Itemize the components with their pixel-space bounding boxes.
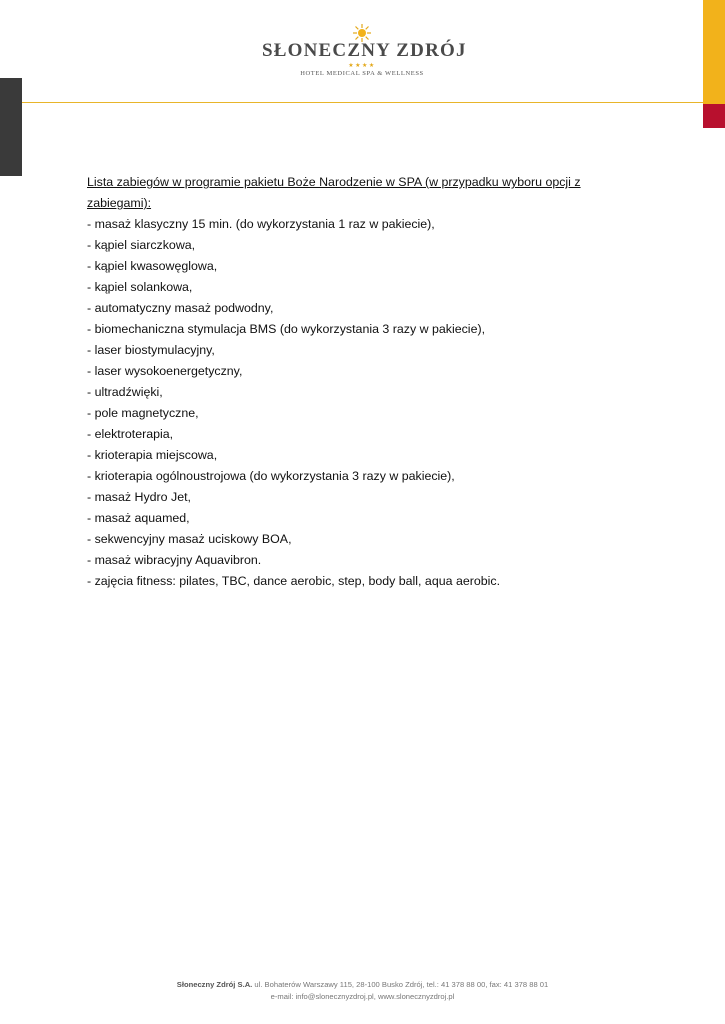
list-item: - masaż aquamed, [87,511,190,525]
list-item: - laser wysokoenergetyczny, [87,364,243,378]
list-item: - pole magnetyczne, [87,406,199,420]
right-accent-red [703,104,725,128]
footer-contact: e-mail: info@slonecznyzdroj.pl, www.slonecznyzdroj.pl [270,992,455,1001]
list-item: - krioterapia miejscowa, [87,448,218,462]
footer-address: ul. Bohaterów Warszawy 115, 28-100 Busko Zdrój, tel.: 41 378 88 00, fax: 41 378 88 01 [254,980,549,989]
hotel-logo [262,24,467,80]
footer-company: Słoneczny Zdrój S.A. [176,980,253,989]
page-footer [0,979,725,1003]
list-item: - kąpiel kwasowęglowa, [87,259,218,273]
brand-name: SŁONECZNY ZDRÓJ [262,40,467,61]
list-item: - masaż wibracyjny Aquavibron. [87,553,262,567]
list-item: - automatyczny masaż podwodny, [87,301,274,315]
list-item: - masaż klasyczny 15 min. (do wykorzystania 1 raz w pakiecie), [87,217,435,231]
rating-stars: ★★★★ [348,63,376,69]
brand-tagline: HOTEL MEDICAL SPA & WELLNESS [300,70,424,77]
list-item: - biomechaniczna stymulacja BMS (do wykorzystania 3 razy w pakiecie), [87,322,486,336]
list-item: - zajęcia fitness: pilates, TBC, dance aerobic, step, body ball, aqua aerobic. [87,574,501,588]
list-item: - krioterapia ogólnoustrojowa (do wykorzystania 3 razy w pakiecie), [87,469,455,483]
header-divider [22,102,703,103]
list-item: - laser biostymulacyjny, [87,343,215,357]
list-item: - ultradźwięki, [87,385,163,399]
list-item: - sekwencyjny masaż uciskowy BOA, [87,532,292,546]
list-item: - elektroterapia, [87,427,174,441]
treatment-list [87,172,597,592]
list-item: - kąpiel solankowa, [87,280,193,294]
right-accent-gold [703,0,725,104]
list-intro: Lista zabiegów w programie pakietu Boże Narodzenie w SPA (w przypadku wyboru opcji z zabiegami): [87,175,581,210]
footer-line-address [0,979,725,991]
list-item: - kąpiel siarczkowa, [87,238,196,252]
left-accent-bar [0,78,22,176]
list-item: - masaż Hydro Jet, [87,490,191,504]
